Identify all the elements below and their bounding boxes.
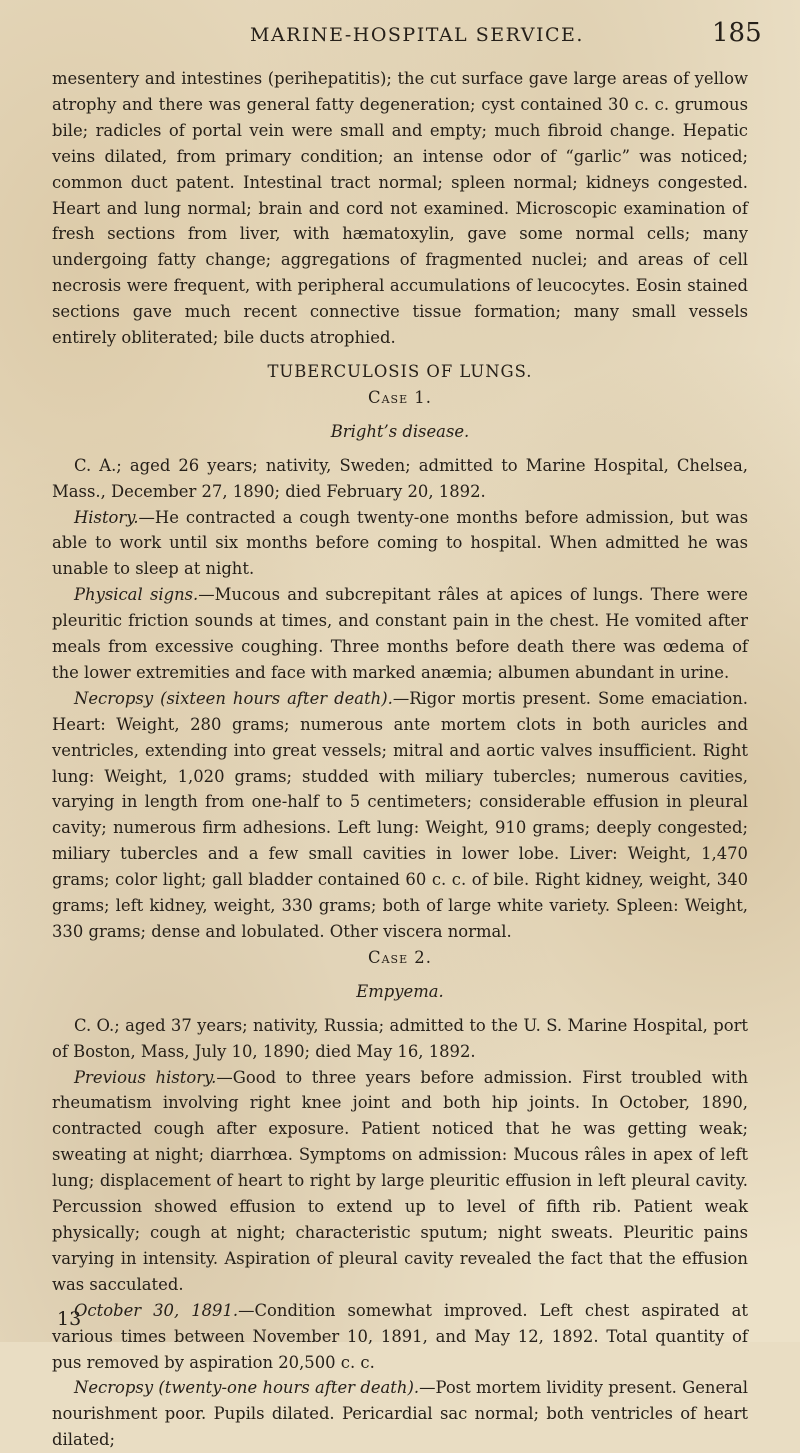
case2-necropsy: Necropsy (twenty-one hours after death).—Post mortem lividity present. General nourishment poor. Pupils dilated. Pericardial sac normal; both ventricles of heart dilated;: [52, 1378, 749, 1450]
page-number: 185: [712, 18, 762, 48]
body-text: [52, 66, 748, 1453]
case2-subheading: Empyema.: [356, 981, 444, 1001]
case1-history: History.—He contracted a cough twenty-one months before admission, but was able to work until six months before coming to hospital. When admitted he was unable to sleep at night.: [52, 507, 748, 579]
intro-paragraph: mesentery and intestines (perihepatitis); the cut surface gave large areas of yellow atrophy and there was general fatty degeneration; cyst contained 30 c. c. grumous bile; radicles of portal vein were small and empty; much fibroid change. Hepatic veins dilated, from primary condition; an intense odor of “garlic” was noticed; common duct patent. Intestinal tract normal; spleen normal; kidneys congested. Heart and lung normal; brain and cord not examined. Microscopic examination of fresh sections from liver, with hæmatoxylin, gave some normal cells; many undergoing fatty change; aggregations of fragmented nuclei; and areas of cell necrosis were frequent, with peripheral accumulations of leucocytes. Eosin stained sections gave much recent connective tissue formation; many small vessels entirely obliterated; bile ducts atrophied.: [52, 69, 748, 348]
case2-october-note: October 30, 1891.—Condition somewhat improved. Left chest aspirated at various times between November 10, 1891, and May 12, 1892. Total quantity of pus removed by aspiration 20,500 c. c.: [52, 1300, 748, 1372]
case1-subheading: Bright’s disease.: [330, 421, 470, 441]
page-header: [0, 14, 800, 54]
case1-physical-signs: Physical signs.—Mucous and subcrepitant râles at apices of lungs. There were pleuritic friction sounds at times, and constant pain in the chest. He vomited after meals from excessive coughing. Three months before death there was œdema of the lower extremities and face with marked anæmia; albumen abundant in urine.: [52, 585, 748, 682]
signature-mark: 13: [57, 1308, 82, 1330]
case2-patient: C. O.; aged 37 years; nativity, Russia; admitted to the U. S. Marine Hospital, port of Boston, Mass, July 10, 1890; died May 16, 1892.: [52, 1015, 748, 1061]
case2-history: Previous history.—Good to three years before admission. First troubled with rheumatism involving right knee joint and both hip joints. In October, 1890, contracted cough after exposure. Patient noticed that he was getting weak; sweating at night; diarrhœa. Symptoms on admission: Mucous râles in apex of left lung; displacement of heart to right by large pleuritic effusion in left pleural cavity. Percussion showed effusion to extend up to level of fifth rib. Patient weak physically; cough at night; characteristic sputum; night sweats. Pleuritic pains varying in intensity. Aspiration of pleural cavity revealed the fact that the effusion was sacculated.: [52, 1067, 749, 1294]
running-head: MARINE-HOSPITAL SERVICE.: [250, 24, 584, 46]
case1-patient: C. A.; aged 26 years; nativity, Sweden; admitted to Marine Hospital, Chelsea, Mass., December 27, 1890; died February 20, 1892.: [52, 455, 748, 501]
case2-heading: Case 2.: [368, 947, 432, 967]
case1-heading: Case 1.: [368, 387, 432, 407]
section-title: TUBERCULOSIS OF LUNGS.: [267, 361, 533, 381]
case1-necropsy: Necropsy (sixteen hours after death).—Rigor mortis present. Some emaciation. Heart: Weight, 280 grams; numerous ante mortem clots in both auricles and ventricles, extending into great vessels; mitral and aortic valves insufficient. Right lung: Weight, 1,020 grams; studded with miliary tubercles; numerous cavities, varying in length from one-half to 5 centimeters; considerable effusion in pleural cavity; numerous firm adhesions. Left lung: Weight, 910 grams; deeply congested; miliary tubercles and a few small cavities in lower lobe. Liver: Weight, 1,470 grams; color light; gall bladder contained 60 c. c. of bile. Right kidney, weight, 340 grams; left kidney, weight, 330 grams; both of large white variety. Spleen: Weight, 330 grams; dense and lobulated. Other viscera normal.: [52, 688, 748, 941]
